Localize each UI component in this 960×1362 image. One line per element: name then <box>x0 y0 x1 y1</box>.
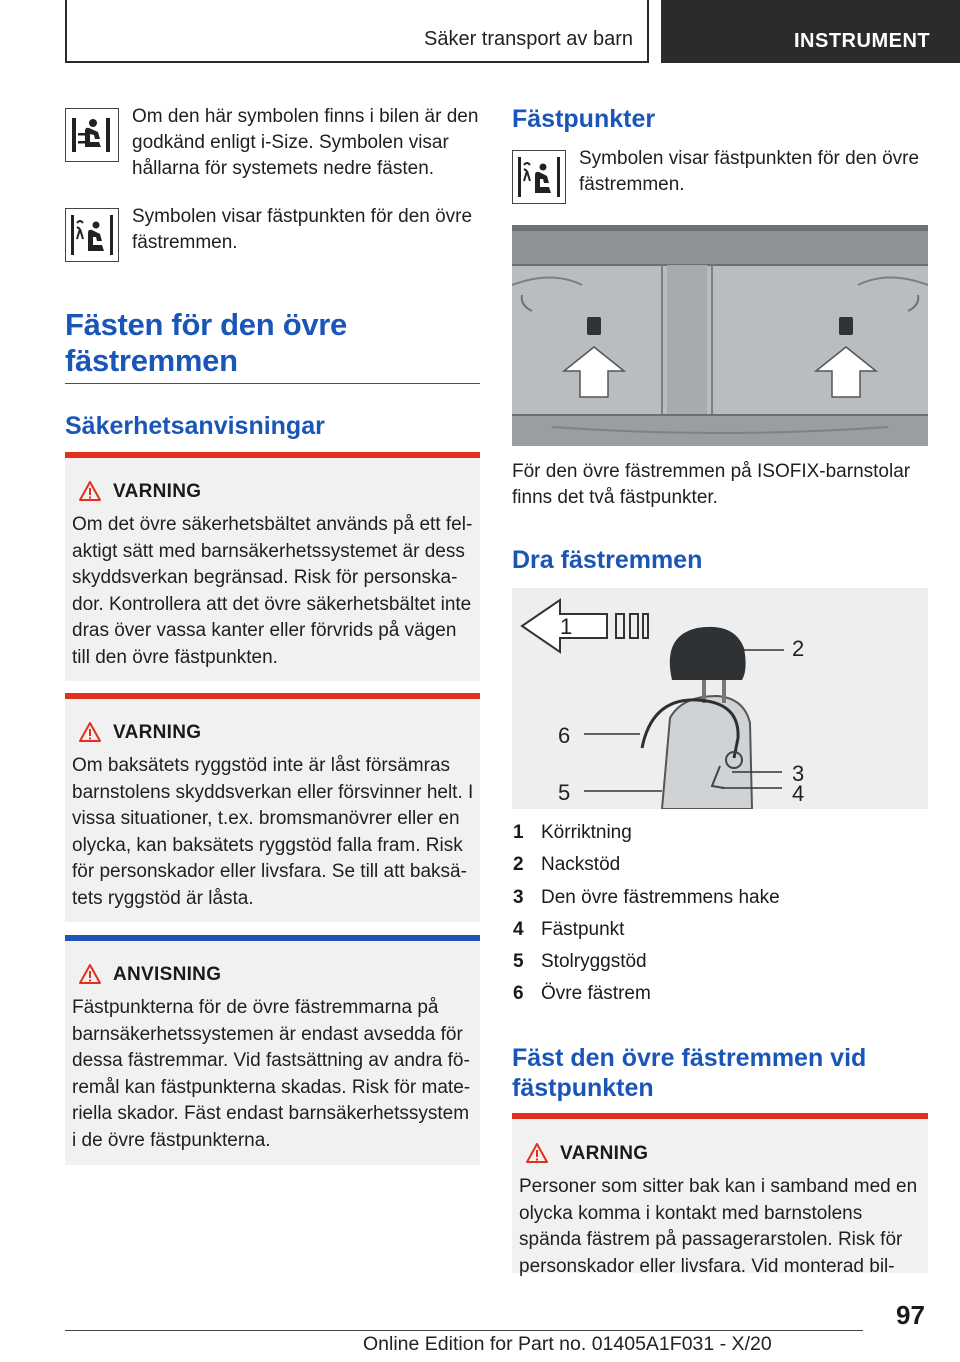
chapter-tab-label: INSTRUMENT <box>794 30 931 52</box>
diagram-label-2: 2 <box>792 636 805 661</box>
photo-caption: För den övre fästremmen på ISOFIX-barnstolar finns det två fästpunkter. <box>512 461 911 508</box>
warning-bar <box>65 693 480 699</box>
warning-box-1 <box>65 452 480 681</box>
chapter-tab[interactable] <box>661 0 960 63</box>
tether-diagram <box>512 588 928 809</box>
warning-title: VARNING <box>560 1143 649 1164</box>
warning-title: VARNING <box>113 481 202 502</box>
legend-item: 1 Körriktning <box>513 822 632 843</box>
header-box <box>65 0 649 63</box>
symbol-description: Symbolen visar fästpunkten för den övre fästremmen. <box>579 148 920 195</box>
legend-item: 5 Stolryggstöd <box>513 951 647 973</box>
section-heading: Fästen för den övre fästremmen <box>65 307 347 378</box>
notice-box <box>65 935 480 1165</box>
page-number: 97 <box>896 1300 925 1330</box>
anchor-points-photo <box>512 225 928 446</box>
top-tether-icon <box>65 208 119 262</box>
legend-item: 4 Fästpunkt <box>513 918 625 940</box>
footer-rule <box>65 1330 863 1331</box>
warning-icon <box>78 721 102 743</box>
notice-text: Fästpunkterna för de övre fästremmarna på barnsäkerhetssystemen är endast avsedda för dessa fästremmar. Vid fastsättning av andra fö-remål kan fästpunkterna skadas. Risk för mate-riella skador. Fäst endast barnsäkerhetssystem i de övre fästpunkterna. <box>72 997 471 1151</box>
diagram-label-4: 4 <box>792 781 805 806</box>
isize-description: Om den här symbolen finns i bilen är den godkänd enligt i-Size. Symbolen visar hållarna för systemets nedre fästen. <box>132 106 479 179</box>
warning-box-3 <box>512 1113 928 1277</box>
caution-icon <box>78 963 102 985</box>
warning-text: Personer som sitter bak kan i samband med en olycka komma i kontakt med barnstolens spända fästrem på passagerarstolen. Risk för personskador eller livsfara. Vid monterad bil- <box>519 1176 918 1277</box>
notice-bar <box>65 935 480 941</box>
diagram-legend <box>513 817 928 1011</box>
legend-item: 6 Övre fästrem <box>513 983 651 1005</box>
warning-box-2 <box>65 693 480 922</box>
footer-edition: Online Edition for Part no. 01405A1F031 - X/20 <box>363 1333 772 1355</box>
safety-subheading: Säkerhetsanvisningar <box>65 412 325 440</box>
section-title: Säker transport av barn <box>424 28 633 50</box>
diagram-label-1: 1 <box>560 614 573 639</box>
pull-strap-heading: Dra fästremmen <box>512 546 703 574</box>
warning-icon <box>78 480 102 502</box>
diagram-label-3: 3 <box>792 761 805 786</box>
top-tether-icon <box>512 150 566 204</box>
notice-title: ANVISNING <box>113 964 222 985</box>
warning-text: Om baksätets ryggstöd inte är låst försämras barnstolens skyddsverkan eller försvinner helt. I vissa situationer, t.ex. bromsmanövrer eller en olycka, kan baksätets ryggstöd falla fram. Risk för personskador eller livsfara. Se till att baksä-tets ryggstöd är låsta. <box>72 755 474 909</box>
attach-strap-heading: Fäst den övre fästremmen vid fästpunkten <box>512 1044 867 1102</box>
tether-description: Symbolen visar fästpunkten för den övre fästremmen. <box>132 206 473 253</box>
legend-item: 2 Nackstöd <box>513 854 621 876</box>
diagram-label-5: 5 <box>558 780 571 805</box>
diagram-label-6: 6 <box>558 723 571 748</box>
warning-bar <box>65 452 480 458</box>
warning-icon <box>525 1142 549 1164</box>
legend-item: 3 Den övre fästremmens hake <box>513 886 780 908</box>
warning-bar <box>512 1113 928 1119</box>
isize-icon <box>65 108 119 162</box>
warning-title: VARNING <box>113 722 202 743</box>
heading-rule <box>65 383 480 384</box>
anchor-points-heading: Fästpunkter <box>512 105 656 133</box>
warning-text: Om det övre säkerhetsbältet används på ett fel-aktigt sätt med barnsäkerhetssystemet är dess skyddsverkan begränsad. Risk för personska-dor. Kontrollera att det övre säkerhetsbältet inte dras över vassa kanter eller förvrids på vägen till den övre fästpunkten. <box>72 514 473 668</box>
